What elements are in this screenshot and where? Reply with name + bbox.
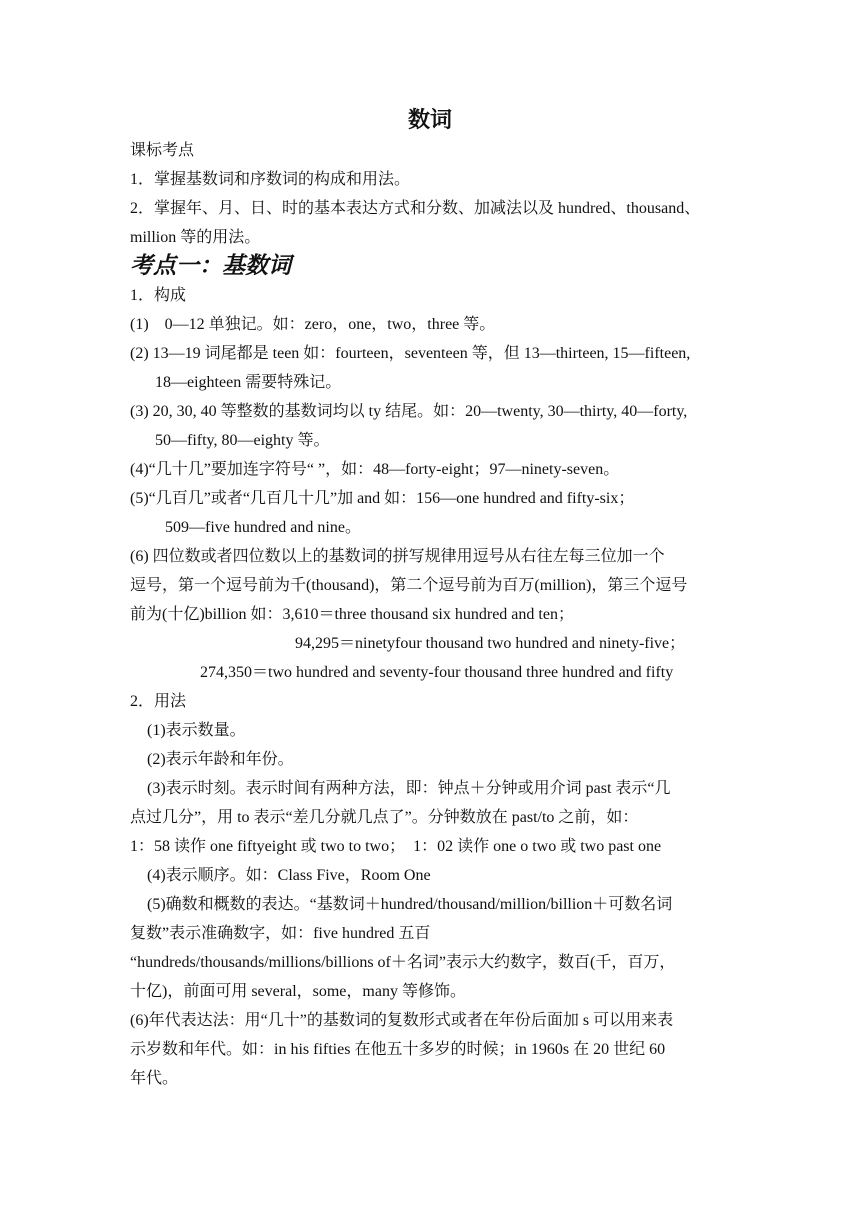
text-line: 前为(十亿)billion 如：3,610＝three thousand six hundred and ten； [130, 606, 574, 623]
text-line: 复数”表示准确数字，如：five hundred 五百 [130, 925, 431, 942]
text-line: (2)表示年龄和年份。 [147, 751, 294, 768]
text-line: (5)确数和概数的表达。“基数词＋hundred/thousand/million/billion＋可数名词 [147, 896, 673, 913]
text-line: (1) 0—12 单独记。如：zero，one，two，three 等。 [130, 316, 496, 333]
heading-curriculum-points: 课标考点 [130, 142, 195, 159]
text-line: (3) 20, 30, 40 等整数的基数词均以 ty 结尾。如：20—twenty, 30—thirty, 40—forty, [130, 403, 688, 420]
text-line: 274,350＝two hundred and seventy-four thousand three hundred and fifty [200, 664, 674, 681]
text-line: (2) 13—19 词尾都是 teen 如：fourteen，seventeen 等，但 13—thirteen, 15—fifteen, [130, 345, 691, 362]
text-line: 年代。 [130, 1070, 179, 1087]
text-line: 十亿)，前面可用 several，some，many 等修饰。 [130, 983, 466, 1000]
text-line: 示岁数和年代。如：in his fifties 在他五十多岁的时候；in 1960s 在 20 世纪 60 [130, 1041, 666, 1058]
text-line: 逗号，第一个逗号前为千(thousand)，第二个逗号前为百万(million)，第三个逗号 [130, 577, 688, 594]
text-line: 94,295＝ninetyfour thousand two hundred and ninety-five； [295, 635, 686, 652]
text-line: “hundreds/thousands/millions/billions of＋名词”表示大约数字，数百(千，百万， [130, 954, 676, 971]
text-line: 18—eighteen 需要特殊记。 [155, 374, 342, 391]
text-line: million 等的用法。 [130, 229, 261, 246]
text-line: 2．掌握年、月、日、时的基本表达方式和分数、加减法以及 hundred、thousand、 [130, 200, 701, 217]
text-line: 509—five hundred and nine。 [165, 519, 361, 536]
text-line: (3)表示时刻。表示时间有两种方法，即：钟点＋分钟或用介词 past 表示“几 [147, 780, 671, 797]
text-line: 1：58 读作 one fiftyeight 或 two to two； 1：02 读作 one o two 或 two past one [130, 838, 662, 855]
subheading-usage: 2．用法 [130, 693, 187, 710]
text-line: (5)“几百几”或者“几百几十几”加 and 如：156—one hundred and fifty-six； [130, 490, 635, 507]
text-line: (6) 四位数或者四位数以上的基数词的拼写规律用逗号从右往左每三位加一个 [130, 548, 665, 565]
text-line: 50—fifty, 80—eighty 等。 [155, 432, 330, 449]
text-line: 点过几分”，用 to 表示“差几分就几点了”。分钟数放在 past/to 之前，如： [130, 809, 639, 826]
page-title: 数词 [407, 107, 452, 132]
subheading-composition: 1．构成 [130, 287, 187, 304]
section-heading: 考点一：基数词 [130, 253, 291, 278]
text-line: (6)年代表达法：用“几十”的基数词的复数形式或者在年份后面加 s 可以用来表 [130, 1012, 674, 1029]
text-line: 1．掌握基数词和序数词的构成和用法。 [130, 171, 411, 188]
text-line: (4)表示顺序。如：Class Five，Room One [147, 867, 431, 884]
text-line: (1)表示数量。 [147, 722, 246, 739]
text-line: (4)“几十几”要加连字符号“ ”，如：48—forty-eight；97—ninety-seven。 [130, 461, 620, 478]
